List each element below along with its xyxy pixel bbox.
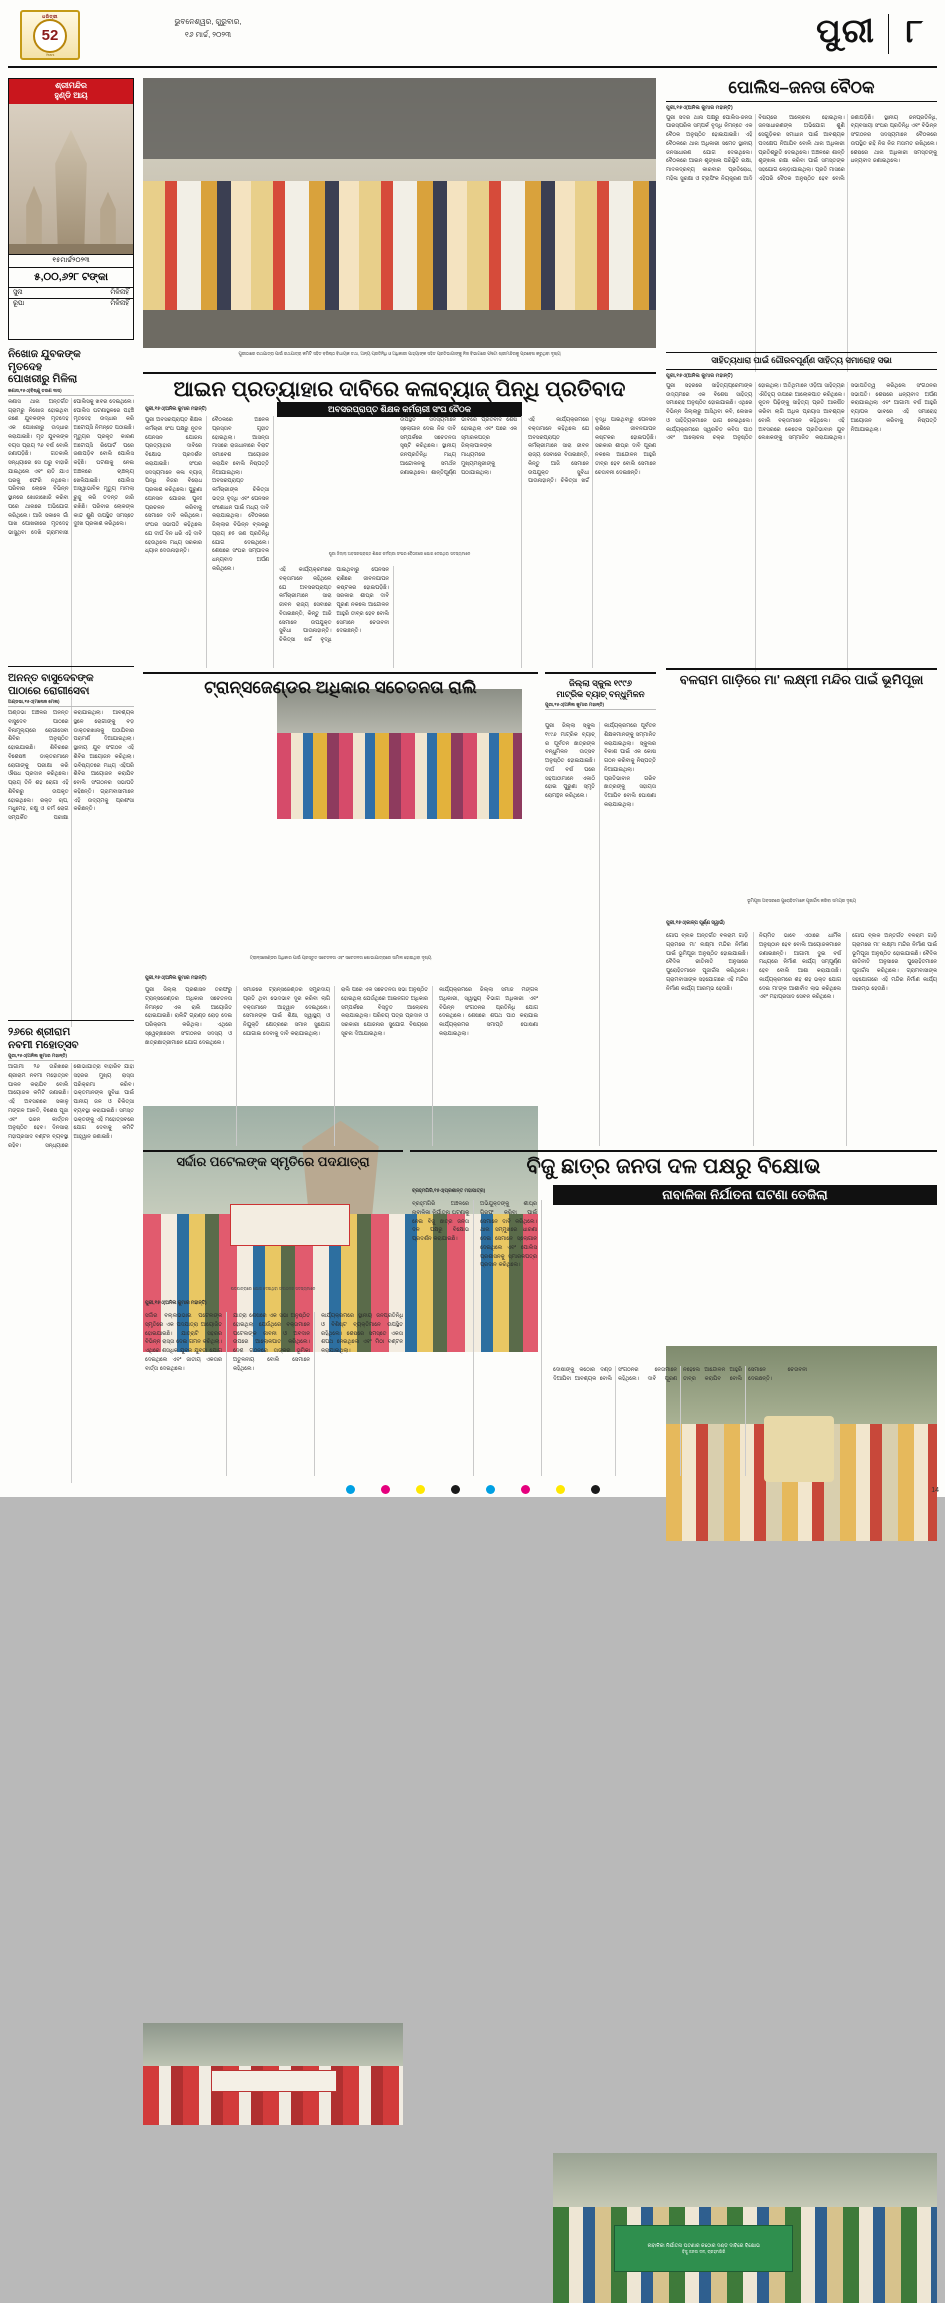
- place-line-2: ୧୬ ମାର୍ଚ୍ଚ, ୨୦୨୩: [184, 29, 232, 39]
- logo-anniversary-number: 52: [33, 19, 67, 53]
- publication-logo: [20, 10, 80, 60]
- rama-navami-story: [8, 1026, 134, 1483]
- rally-caption: ଟ୍ରାନ୍ସଜେଣ୍ଡର ଅଧିକାର ପାଇଁ ପ୍ରସ୍ତୁତ ସଚେତନତା ଏବଂ ସଚେତନତା ଶୋଭାଯାତ୍ରାରେ ସାମିଲ ହୋଇଥିବା ଦୃଶ୍ୟ: [249, 955, 432, 960]
- top-main-photo: [143, 78, 656, 348]
- hundi-silver-row: [9, 298, 133, 309]
- edition-name: ପୁରୀ: [816, 12, 875, 49]
- color-dot-magenta-2: [521, 1485, 530, 1494]
- balaram-headline: ବଳରାମ ଗାଡ଼ିରେ ମା' ଲକ୍ଷ୍ମୀ ମନ୍ଦିର ପାଇଁ ଭୂମିପୂଜା: [679, 672, 924, 687]
- police-meet-body: ପୁରୀ ସଦର ଥାନା ପକ୍ଷରୁ ପୋଲିସ-ଜନତା ପାରସ୍ପରିକ ସମ୍ପର୍କ ବୃଦ୍ଧି ନିମନ୍ତେ ଏକ ବୈଠକ ଅନୁଷ୍ଠିତ ହୋଇଯାଇଛି। ଏହି ବୈଠକରେ ଥାନା ଅଧିକାରୀ ସମେତ ସ୍ଥାନୀୟ ଜନସାଧାରଣ ଯୋଗ ଦେଇଥିଲେ। ବୈଠକରେ ଆଇନ ଶୃଙ୍ଖଳା ପରିସ୍ଥିତି ରକ୍ଷା, ମାଦକଦ୍ରବ୍ୟ କାରବାର ପ୍ରତିରୋଧ, ମହିଳା ସୁରକ୍ଷା ଓ ଟ୍ରାଫିକ ନିୟନ୍ତ୍ରଣ ଆଦି ବିଷୟରେ ଆଲୋଚନା ହୋଇଥିଲା। ଜନସାଧାରଣଙ୍କ ଅଭିଯୋଗ ଶୁଣି ସେଗୁଡ଼ିକର ସମାଧାନ ପାଇଁ ଆବଶ୍ୟକ ପଦକ୍ଷେପ ନିଆଯିବ ବୋଲି ଥାନା ଅଧିକାରୀ ପ୍ରତିଶ୍ରୁତି ଦେଇଥିଲେ। ଅଞ୍ଚଳରେ ଶାନ୍ତି ଶୃଙ୍ଖଳା ରକ୍ଷା କରିବା ପାଇଁ ସମସ୍ତଙ୍କ ସହଯୋଗ ଲୋଡ଼ାଯାଇଥିଲା। ପ୍ରତି ମାସରେ ଏହିପରି ବୈଠକ ଅନୁଷ୍ଠିତ ହେବ ବୋଲି ଜଣାପଡ଼ିଛି। ସ୍ଥାନୀୟ ଜନପ୍ରତିନିଧି, ବ୍ୟବସାୟୀ ସଂଘର ପ୍ରତିନିଧି ଏବଂ ବିଭିନ୍ନ ସଂଗଠନର ସଦସ୍ୟମାନେ ବୈଠକରେ ଉପସ୍ଥିତ ରହି ନିଜ ନିଜ ମତାମତ ରଖିଥିଲେ। ଶେଷରେ ଥାନା ଅଧିକାରୀ ସମସ୍ତଙ୍କୁ ଧନ୍ୟବାଦ ଜଣାଇଥିଲେ।: [666, 114, 937, 182]
- sardar-col2: ଯାତ୍ରା ଶେଷରେ ଏକ ସଭା ଅନୁଷ୍ଠିତ ହୋଇଥିଲା ଯେଉଁଥିରେ ବକ୍ତାମାନେ ପଟେଲଙ୍କ ଜୀବନୀ ଓ ଅବଦାନ ଉପରେ ଆଲୋକପାତ କରିଥିଲେ। ଦେଶ ଗଠନରେ ତାଙ୍କର ଭୂମିକା ଅତୁଳନୀୟ ବୋଲି ସେମାନେ କହିଥିଲେ।: [233, 1312, 315, 1476]
- school-reunion-byline: ପୁରୀ,୧୫ଏ(ଅନିଲ କୁମାର ମହାନ୍ତି): [545, 702, 656, 710]
- balaram-caption: ଭୂମିପୂଜା ଅବସରରେ ପୁରୋହିତମାନେ ପୂଜାର୍ଚ୍ଚନା କରିବା ସମୟର ଦୃଶ୍ୟ: [747, 898, 856, 903]
- masthead-divider: [888, 14, 889, 54]
- sardar-headline: ସର୍ଦ୍ଦାର ପଟେଲଙ୍କ ସ୍ମୃତିରେ ପଦଯାତ୍ରା: [176, 1154, 370, 1169]
- bastu-body: ଅଣ୍ଡଭା ଅଞ୍ଚଳର ଅନନ୍ତ ବାସୁଦେବ ପାଠରେ ବିନାମୂଲ୍ୟରେ ରୋଗୀସେବା ଶିବିର ଅନୁଷ୍ଠିତ ହୋଇଯାଇଛି। ଶିବିରରେ ବିଶେଷଜ୍ଞ ଡାକ୍ତରମାନେ ରୋଗୀଙ୍କୁ ପରୀକ୍ଷା କରି ଔଷଧ ପ୍ରଦାନ କରିଥିଲେ। ପ୍ରାୟ ତିନି ଶହ ରୋଗୀ ଏହି ଶିବିରରୁ ଉପକୃତ ହୋଇଥିଲେ। ରକ୍ତ ଚାପ, ମଧୁମେହ, ଚକ୍ଷୁ ଓ ଚର୍ମ ରୋଗ ସମ୍ପର୍କିତ ପରୀକ୍ଷା କରାଯାଇଥିଲା। ଆବଶ୍ୟକ ସ୍ଥଳେ ରୋଗୀଙ୍କୁ ବଡ଼ ଡାକ୍ତରଖାନାକୁ ପଠାଯିବାର ପରାମର୍ଶ ଦିଆଯାଇଥିଲା। ସ୍ଥାନୀୟ ଯୁବ ସଂଗଠନ ଏହି ଶିବିର ଆୟୋଜନ କରିଥିଲା। ଭବିଷ୍ୟତରେ ମଧ୍ୟ ଏହିପରି ଶିବିର ଆୟୋଜନ କରାଯିବ ବୋଲି ସଂଗଠନର ସଭାପତି କହିଛନ୍ତି। ଗ୍ରାମବାସୀମାନେ ଏହି ଉଦ୍ୟମକୁ ପ୍ରଶଂସା କରିଛନ୍ତି।: [8, 710, 134, 822]
- balaram-col3: ଗୋପ ବ୍ଲକ ଅନ୍ତର୍ଗତ ବଳରାମ ଗାଡ଼ି ଗ୍ରାମରେ ମା' ଲକ୍ଷ୍ମୀ ମନ୍ଦିର ନିର୍ମାଣ ପାଇଁ ଭୂମିପୂଜା ଅନୁଷ୍ଠିତ ହୋଇଯାଇଛି। ବୈଦିକ ରୀତିନୀତି ଅନୁସାରେ ପୁରୋହିତମାନେ ପୂଜାର୍ଚ୍ଚନା କରିଥିଲେ। ଗ୍ରାମବାସୀଙ୍କ ସହଯୋଗରେ ଏହି ମନ୍ଦିର ନିର୍ମାଣ କାର୍ଯ୍ୟ ଆରମ୍ଭ ହେଉଛି।: [852, 933, 937, 992]
- school-col2: କାର୍ଯ୍ୟକ୍ରମରେ ପୂର୍ବତନ ଶିକ୍ଷକମାନଙ୍କୁ ସମ୍ମାନିତ କରାଯାଇଥିଲା। ସ୍କୁଲର ବିକାଶ ପାଇଁ ଏକ କୋଷ ଗଠନ କରିବାକୁ ନିଷ୍ପତ୍ତି ନିଆଯାଇଥିଲା। ପ୍ରତିଭାବାନ ଗରିବ ଛାତ୍ରଙ୍କୁ ସହାୟତା ଦିଆଯିବ ବୋଲି ଘୋଷଣା କରାଯାଇଥିଲା।: [604, 723, 656, 808]
- main-protest-col3: ଏହି କାର୍ଯ୍ୟକ୍ରମରେ ବକ୍ତାମାନେ କହିଥିଲେ ଯେ ଅବସରପ୍ରାପ୍ତ କର୍ମଚାରୀମାନେ ସାରା ଜୀବନ ରାଜ୍ୟ ସେବାରେ ବିତାଇଛନ୍ତି, କିନ୍ତୁ ଆଜି ସେମାନେ ଉପଯୁକ୍ତ ସୁବିଧା ପାଉନାହାନ୍ତି। ଚିକିତ୍ସା ଖର୍ଚ୍ଚ ବୃଦ୍ଧି ପାଇଥିବାରୁ ପେନସନ ରାଶିରେ ଜୀବନଯାପନ କଷ୍ଟକର ହୋଇପଡ଼ିଛି। ସରକାର ଶୀଘ୍ର ଦାବି ପୂରଣ ନକଲେ ଆନ୍ଦୋଳନ ଆହୁରି ତୀବ୍ର ହେବ ବୋଲି ସେମାନେ ଚେତାବନୀ ଦେଇଛନ୍ତି।: [279, 566, 394, 668]
- bjd-col1: ବ୍ରହ୍ମଗିରି ଅଞ୍ଚଳରେ ନାବାଳିକା ନିର୍ଯାତନା ଘଟଣାକୁ ନେଇ ବିଜୁ ଛାତ୍ର ଜନତା ଦଳ ପକ୍ଷରୁ ବିକ୍ଷୋଭ ପ୍ରଦର୍ଶନ କରାଯାଇଛି।: [412, 1200, 474, 1476]
- police-meet-story: [666, 78, 937, 372]
- bastu-headline: ଅନନ୍ତ ବାସୁଦେବଙ୍କ ପାଠାରେ ରୋଗୀସେବା: [8, 672, 94, 697]
- rule-left-1: [8, 666, 134, 667]
- main-protest-col5: ଏହି କାର୍ଯ୍ୟକ୍ରମରେ ବକ୍ତାମାନେ କହିଥିଲେ ଯେ ଅବସରପ୍ରାପ୍ତ କର୍ମଚାରୀମାନେ ସାରା ଜୀବନ ରାଜ୍ୟ ସେବାରେ ବିତାଇଛନ୍ତି, କିନ୍ତୁ ଆଜି ସେମାନେ ଉପଯୁକ୍ତ ସୁବିଧା ପାଉନାହାନ୍ତି। ଚିକିତ୍ସା ଖର୍ଚ୍ଚ ବୃଦ୍ଧି ପାଇଥିବାରୁ ପେନସନ ରାଶିରେ ଜୀବନଯାପନ କଷ୍ଟକର ହୋଇପଡ଼ିଛି। ସରକାର ଶୀଘ୍ର ଦାବି ପୂରଣ ନକଲେ ଆନ୍ଦୋଳନ ଆହୁରି ତୀବ୍ର ହେବ ବୋଲି ସେମାନେ ଚେତାବନୀ ଦେଇଛନ୍ତି।: [528, 417, 656, 485]
- color-dot-black: [451, 1485, 460, 1494]
- sahitya-byline: ପୁରୀ,୧୫ଏ(ଅନିଲ କୁମାର ମହାନ୍ତି): [666, 372, 733, 379]
- color-dot-yellow-2: [556, 1485, 565, 1494]
- masthead: [8, 6, 937, 68]
- bjd-col3: ଦୋଷୀଙ୍କୁ କଠୋର ଦଣ୍ଡ ଦିଆଯିବା ଆବଶ୍ୟକ ବୋଲି ସଂଗଠନର ନେତାମାନେ କହିଥିଲେ। ଦାବି ପୂରଣ ନହେଲେ ଆନ୍ଦୋଳନ ଆହୁରି ତୀବ୍ର କରାଯିବ ବୋଲି ସେମାନେ ଚେତାବନୀ ଦେଇଛନ୍ତି।: [553, 1367, 807, 1382]
- bastu-story: [8, 672, 134, 1027]
- sardar-photo: [143, 2023, 403, 2125]
- police-meet-byline: ପୁରୀ,୧୫ଏ(ଅନିଲ କୁମାର ମହାନ୍ତି): [666, 104, 733, 111]
- bjd-banner-text: ନାବାଳିକା ନିର୍ଯାତନା ଘଟଣାର କଠୋର ଦଣ୍ଡ ଦାବିରେ ବିକ୍ଷୋଭ: [647, 2242, 760, 2249]
- rule-center-2: [545, 672, 656, 674]
- rule-center-1: [143, 672, 538, 674]
- main-protest-headline: ଆଇନ ପ୍ରତ୍ୟାହାର ଦାବିରେ କଳାବ୍ୟାଜ୍ ପିନ୍ଧି ପ୍ରତିବାଦ: [173, 378, 626, 401]
- missing-youth-body: କଣାସ ଥାନା ଅନ୍ତର୍ଗତ ଗ୍ରାମରୁ ନିଖୋଜ ହୋଇଥିବା ଜଣେ ଯୁବକଙ୍କ ମୃତଦେହ ଏକ ପୋଖରୀରୁ ଉଦ୍ଧାର କରାଯାଇଛି। ମୃତ ଯୁବକଙ୍କ ବୟସ ପ୍ରାୟ ୨୬ ବର୍ଷ ବୋଲି ଜଣାପଡ଼ିଛି। ଗତକାଲି ସନ୍ଧ୍ୟାରେ ସେ ଘରୁ ବାହାରି ଯାଇଥିଲେ ଏବଂ ରାତି ଯାଏ ଘରକୁ ଫେରି ନଥିଲେ। ପରିବାର ଲୋକେ ବିଭିନ୍ନ ସ୍ଥାନରେ ଖୋଜାଖୋଜି କରିବା ପରେ ଥାନାରେ ଅଭିଯୋଗ କରିଥିଲେ। ଆଜି ସକାଳେ ଗାଁ ପାଖ ପୋଖରୀରେ ମୃତଦେହ ଭାସୁଥିବା ଦେଖି ଗ୍ରାମବାସୀ ପୋଲିସକୁ ଖବର ଦେଇଥିଲେ। ପୋଲିସ ଘଟଣାସ୍ଥଳରେ ପହଞ୍ଚି ମୃତଦେହ ଉଦ୍ଧାର କରି ଅଟୋପ୍ସି ନିମନ୍ତେ ପଠାଇଛି। ମୃତ୍ୟୁର ପ୍ରକୃତ କାରଣ ଅଟୋପ୍ସି ରିପୋର୍ଟ ପରେ ଜଣାପଡ଼ିବ ବୋଲି ପୋଲିସ କହିଛି। ଘଟଣାକୁ ନେଇ ଅଞ୍ଚଳରେ ଚାଞ୍ଚଲ୍ୟ ଖେଳିଯାଇଛି। ପୋଲିସ ଅସ୍ୱାଭାବିକ ମୃତ୍ୟୁ ମାମଲା ରୁଜୁ କରି ତଦନ୍ତ ଜାରି ରଖିଛି। ପରିବାର ଲୋକଙ୍କ କାନ୍ଦ ଶୁଣି ଉପସ୍ଥିତ ସମସ୍ତେ ଦୁଃଖ ପ୍ରକାଶ କରିଥିଲେ।: [8, 398, 134, 537]
- rally-col4: କାର୍ଯ୍ୟକ୍ରମରେ ଜିଲ୍ଲା ସମାଜ ମଙ୍ଗଳ ଅଧିକାରୀ, ସ୍ୱାସ୍ଥ୍ୟ ବିଭାଗ ଅଧିକାରୀ ଏବଂ ବିଭିନ୍ନ ସଂଗଠନର ପ୍ରତିନିଧି ଯୋଗ ଦେଇଥିଲେ। ଶେଷରେ ଶପଥ ପାଠ କରାଯାଇ କାର୍ଯ୍ୟକ୍ରମର ସମାପ୍ତି ଘୋଷଣା କରାଯାଇଥିଲା।: [439, 987, 538, 1037]
- rule-right-1: [666, 352, 937, 353]
- hundi-box-title: ଶ୍ରୀମନ୍ଦିର ହୁଣ୍ଡି ଆୟ: [9, 79, 133, 104]
- missing-youth-headline: ନିଖୋଜ ଯୁବକଙ୍କ ମୃତଦେହ ପୋଖରୀରୁ ମିଳିଲା: [8, 348, 81, 386]
- rama-navami-headline: ୨୬ରେ ଶ୍ରୀରାମ ନବମୀ ମହୋତ୍ସବ: [8, 1026, 79, 1051]
- edition-place-date: [118, 16, 298, 42]
- main-protest-byline: ପୁରୀ,୧୫ଏ(ଅନିଲ କୁମାର ମହାନ୍ତି): [145, 407, 207, 412]
- rally-col2: ସମାଜରେ ଟ୍ରାନ୍ସଜେଣ୍ଡର ସମ୍ପ୍ରଦାୟ ପ୍ରତି ଥିବା ଭେଦଭାବ ଦୂର କରିବା ଲାଗି ବକ୍ତାମାନେ ଆହ୍ୱାନ ଦେଇଥିଲେ। ସେମାନଙ୍କ ପାଇଁ ଶିକ୍ଷା, ସ୍ୱାସ୍ଥ୍ୟ ଓ ନିଯୁକ୍ତି କ୍ଷେତ୍ରରେ ସମାନ ସୁଯୋଗ ଯୋଗାଇ ଦେବାକୁ ଦାବି କରାଯାଇଥିଲା।: [243, 986, 335, 1146]
- rally-col3: ରାଲି ପରେ ଏକ ସଚେତନତା ସଭା ଅନୁଷ୍ଠିତ ହୋଇଥିଲା ଯେଉଁଥିରେ ଆଇନଗତ ଅଧିକାର ସମ୍ପର୍କରେ ବିସ୍ତୃତ ଆଲୋଚନା କରାଯାଇଥିଲା। ପରିଚୟ ପତ୍ର ପ୍ରଦାନ ଓ ସରକାରୀ ଯୋଜନାର ସୁଯୋଗ ବିଷୟରେ ସୂଚନା ଦିଆଯାଇଥିଲା।: [341, 986, 433, 1146]
- page-number: ୮: [905, 12, 923, 49]
- color-dot-cyan: [346, 1485, 355, 1494]
- color-dot-cyan-2: [486, 1485, 495, 1494]
- missing-youth-story: [8, 348, 134, 710]
- main-protest-col2: ବୈଠକରେ ଅନେକ ପ୍ରସ୍ତାବ ଗୃହୀତ ହୋଇଥିଲା। ଆସନ୍ତା ମାସରେ ରାଜଧାନୀରେ ବିରାଟ ସମାବେଶ ଆୟୋଜନ କରାଯିବ ବୋଲି ନିଷ୍ପତ୍ତି ନିଆଯାଇଥିଲା। ଅବସରପ୍ରାପ୍ତ କର୍ମଚାରୀଙ୍କ ଚିକିତ୍ସା ଭତ୍ତା ବୃଦ୍ଧି ଏବଂ ପେନସନ ସଂଶୋଧନ ପାଇଁ ମଧ୍ୟ ଦାବି କରାଯାଇଥିଲା। ବୈଠକରେ ଜିଲ୍ଲାର ବିଭିନ୍ନ ବ୍ଲକରୁ ପ୍ରାୟ ୭୫ ଜଣ ପ୍ରତିନିଧି ଯୋଗ ଦେଇଥିଲେ। ଶେଷରେ ସଂଘର ସମ୍ପାଦକ ଧନ୍ୟବାଦ ଅର୍ପଣ କରିଥିଲେ।: [212, 416, 274, 668]
- color-dot-yellow: [416, 1485, 425, 1494]
- rama-navami-body: ଆଗାମୀ ୨୬ ତାରିଖରେ ଶ୍ରୀରାମ ନବମୀ ମହୋତ୍ସବ ପାଳନ କରାଯିବ ବୋଲି ଆୟୋଜକ କମିଟି ଜଣାଇଛି। ଏହି ଅବସରରେ ସକାଳୁ ମଙ୍ଗଳ ଆଳତି, ବିଶେଷ ପୂଜା ଏବଂ ଭଜନ କୀର୍ତ୍ତନ ଅନୁଷ୍ଠିତ ହେବ। ଦିନସାରା ମହାପ୍ରସାଦ ବଣ୍ଟନ ବ୍ୟବସ୍ଥା ରହିବ। ସନ୍ଧ୍ୟାରେ ଶୋଭାଯାତ୍ରା ବାହାରିବ ଯାହା ସହରର ମୁଖ୍ୟ ରାସ୍ତା ପରିକ୍ରମା କରିବ। ଭକ୍ତମାନଙ୍କ ସୁବିଧା ପାଇଁ ପାନୀୟ ଜଳ ଓ ଚିକିତ୍ସା ବ୍ୟବସ୍ଥା କରାଯାଇଛି। ସମସ୍ତ ଭକ୍ତଙ୍କୁ ଏହି ମହୋତ୍ସବରେ ଯୋଗ ଦେବାକୁ କମିଟି ଆହ୍ୱାନ ଜଣାଇଛି।: [8, 1064, 134, 1149]
- color-dot-black-2: [591, 1485, 600, 1494]
- sahitya-headline: ସାହିତ୍ୟଧାରା ପାଇଁ ଗୌରବପୂର୍ଣ୍ଣ ସାହିତ୍ୟ ସମାରୋହ ସଭା: [666, 356, 937, 370]
- bastu-byline: ଅଣ୍ଡଭା,୧୫ଏ(ମନୋଜ ମେଳା): [8, 699, 134, 707]
- bjd-headline: ବିଜୁ ଛାତ୍ର ଜନତା ଦଳ ପକ୍ଷରୁ ବିକ୍ଷୋଭ: [526, 1155, 821, 1178]
- bjd-photo: [553, 2153, 937, 2303]
- sardar-col1: ସର୍ଦ୍ଦାର ବଲ୍ଲଭଭାଇ ପଟେଲଙ୍କ ସ୍ମୃତିରେ ଏକ ପଦଯାତ୍ରା ଆୟୋଜିତ ହୋଇଯାଇଛି। ଯାତ୍ରାଟି ସହରର ବିଭିନ୍ନ ରାସ୍ତା ଦେଇ ଗମନ କରିଥିଲା। ଏଥିରେ ଶତାଧିକ ଯୁବକ ଯୁବତୀ ଯୋଗ ଦେଇଥିଲେ ଏବଂ ଜାତୀୟ ଏକତାର ବାର୍ତ୍ତା ଦେଇଥିଲେ।: [145, 1312, 227, 1476]
- retired-teachers-caption: ପୁରୀ ଜିଲ୍ଲା ଅବସରପ୍ରାପ୍ତ ଶିକ୍ଷକ କର୍ମଚାରୀ ସଂଘର ବୈଠକରେ ଯୋଗ ଦେଇଥିବା ସଦସ୍ୟମାନେ: [328, 551, 471, 556]
- logo-title: ଧରିତ୍ରୀ: [42, 13, 58, 19]
- temple-hundi-box: [8, 78, 134, 340]
- sardar-col3: କାର୍ଯ୍ୟକ୍ରମରେ ସ୍ଥାନୀୟ ଜନପ୍ରତିନିଧି ଓ ବିଶିଷ୍ଟ ବ୍ୟକ୍ତିମାନେ ଉପସ୍ଥିତ ରହିଥିଲେ। ଶେଷରେ ସମସ୍ତେ ଏକତା ଶପଥ ନେଇଥିଲେ ଏବଂ ମିଠା ବଣ୍ଟନ କରାଯାଇଥିଲା।: [321, 1313, 403, 1354]
- gold-label: ସୁନା: [13, 288, 23, 296]
- sardar-caption: ପଦଯାତ୍ରାରେ ଯୋଗ ଦେଇଥିବା ସଂଗଠନର ସଦସ୍ୟମାନେ: [230, 1286, 316, 1291]
- school-reunion-story: [545, 678, 656, 713]
- missing-youth-byline: କଣାସ,୧୫ଏ(ବିଷ୍ଣୁ ଚରଣ ଦାସ): [8, 388, 134, 396]
- main-protest-col1: ପୁରୀ ଅବସରପ୍ରାପ୍ତ ଶିକ୍ଷକ କର୍ମଚାରୀ ସଂଘ ପକ୍ଷରୁ ନୂତନ ପେନସନ ଯୋଜନା ପ୍ରତ୍ୟାହାର ଦାବିରେ ବିକ୍ଷୋଭ ପ୍ରଦର୍ଶନ କରାଯାଇଛି। ସଂଘର ସଦସ୍ୟମାନେ କଳା ବ୍ୟାଜ୍ ପିନ୍ଧି ନିଜର ବିରୋଧ ପ୍ରକାଶ କରିଥିଲେ। ପୁରୁଣା ପେନସନ ଯୋଜନା ପୁନଃ ପ୍ରଚଳନ କରିବାକୁ ସେମାନେ ଦାବି କରିଥିଲେ। ସଂଘର ସଭାପତି କହିଥିଲେ ଯେ ଦୀର୍ଘ ଦିନ ଧରି ଏହି ଦାବି ହେଉଥିଲେ ମଧ୍ୟ ସରକାର ଧ୍ୟାନ ଦେଉନାହାନ୍ତି।: [145, 416, 207, 668]
- folio-number: 14: [931, 1487, 939, 1494]
- sahitya-body: ପୁରୀ ସହରରେ ସାହିତ୍ୟପ୍ରେମୀଙ୍କ ଉଦ୍ୟମରେ ଏକ ବିଶେଷ ସାହିତ୍ୟ ସମାରୋହ ଅନୁଷ୍ଠିତ ହୋଇଯାଇଛି। ଏଥିରେ ବିଭିନ୍ନ ଜିଲ୍ଲାରୁ ଆସିଥିବା କବି, ଲେଖକ ଓ ସାହିତ୍ୟିକମାନେ ଭାଗ ନେଇଥିଲେ। କାର୍ଯ୍ୟକ୍ରମରେ ସ୍ୱରଚିତ କବିତା ପାଠ ଏବଂ ଆଲୋଚନା ଚକ୍ର ଅନୁଷ୍ଠିତ ହୋଇଥିଲା। ଅତିଥିମାନେ ଓଡ଼ିଆ ସାହିତ୍ୟର ଐତିହ୍ୟ ଉପରେ ଆଲୋକପାତ କରିଥିଲେ। ନୂତନ ପିଢ଼ିଙ୍କୁ ସାହିତ୍ୟ ପ୍ରତି ଆକର୍ଷିତ କରିବା ଲାଗି ଅଧିକ ପ୍ରୟାସ ଆବଶ୍ୟକ ବୋଲି ବକ୍ତାମାନେ କହିଥିଲେ। ଏହି ଅବସରରେ କେତେକ ପ୍ରତିଭାବାନ ଯୁବ ଲେଖକଙ୍କୁ ସମ୍ମାନିତ କରାଯାଇଥିଲା। ସଭାପତିତ୍ୱ କରିଥିଲେ ସଂଗଠନର ସଭାପତି। ଶେଷରେ ଧନ୍ୟବାଦ ଅର୍ପଣ କରାଯାଇଥିଲା ଏବଂ ଆଗାମୀ ବର୍ଷ ଆହୁରି ବ୍ୟାପକ ଭାବରେ ଏହି ସମାରୋହ ଆୟୋଜନ କରିବାକୁ ନିଷ୍ପତ୍ତି ନିଆଯାଇଥିଲା।: [666, 382, 937, 442]
- police-meet-headline: ପୋଲିସ–ଜନତା ବୈଠକ: [666, 78, 937, 102]
- bjd-byline: ବ୍ରହ୍ମଗିରି,୧୫ଏ(ପ୍ରଶାନ୍ତ ମହାପାତ୍ର): [412, 1189, 486, 1194]
- rule-left-2: [8, 1020, 134, 1021]
- rally-byline: ପୁରୀ,୧୫ଏ(ଅନିଲ କୁମାର ମହାନ୍ତି): [145, 976, 207, 981]
- balaram-col2: ନିୟମିତ ଭାବେ ଏଠାରେ ଧାର୍ମିକ ଅନୁଷ୍ଠାନ ହେବ ବୋଲି ଆୟୋଜକମାନେ ଜଣାଇଛନ୍ତି। ଆଗାମୀ ଦୁଇ ବର୍ଷ ମଧ୍ୟରେ ନିର୍ମାଣ କାର୍ଯ୍ୟ ସମ୍ପୂର୍ଣ୍ଣ ହେବ ବୋଲି ଆଶା କରାଯାଉଛି। କାର୍ଯ୍ୟକ୍ରମରେ ଶହ ଶହ ଭକ୍ତ ଯୋଗ ଦେଇ ମା'ଙ୍କ ଆଶୀର୍ବାଦ ଲାଭ କରିଥିଲେ ଏବଂ ମହାପ୍ରସାଦ ସେବନ କରିଥିଲେ।: [759, 932, 847, 1146]
- hundi-amount: ୫,୦୦,୬୨୮ ଟଙ୍କା: [9, 267, 133, 287]
- retired-teachers-photo: [277, 689, 522, 819]
- sardar-byline: ପୁରୀ,୧୫ଏ(ଅନିଲ କୁମାର ମହାନ୍ତି): [145, 1301, 207, 1306]
- registration-color-bar: [0, 1481, 945, 1497]
- main-protest-col4: ଉପସ୍ଥିତ ସଦସ୍ୟମାନେ ସ୍ଲୋଗାନ ଦେଇ ନିଜ ଦାବି ସମ୍ପର୍କରେ ସଚେତନତା ସୃଷ୍ଟି କରିଥିଲେ। ସ୍ଥାନୀୟ ଜନପ୍ରତିନିଧି ମଧ୍ୟ ଆନ୍ଦୋଳନକୁ ସମର୍ଥନ ଜଣାଇଥିଲେ। ଶାନ୍ତିପୂର୍ଣ୍ଣ ଭାବରେ ପ୍ରତିବାଦ ଶେଷ ହୋଇଥିଲା ଏବଂ ପରେ ଏକ ସ୍ମାରକପତ୍ର ଜିଲ୍ଲାପାଳଙ୍କ ମାଧ୍ୟମରେ ମୁଖ୍ୟମନ୍ତ୍ରୀଙ୍କୁ ପଠାଯାଇଥିଲା।: [400, 416, 522, 668]
- bjd-banner-sub: ବିଜୁ ଜନତା ଦଳ, ବ୍ରହ୍ମଗିରି: [682, 2249, 726, 2255]
- retired-teachers-subhead: ଅବସରପ୍ରାପ୍ତ ଶିକ୍ଷକ କର୍ମଚାରୀ ସଂଘ ବୈଠକ: [277, 402, 522, 417]
- sahitya-story: [666, 356, 937, 672]
- silver-label: ରୂପା: [13, 299, 25, 307]
- silver-value: ମିଳିନାହିଁ: [110, 299, 129, 307]
- top-photo-caption: ପୁରୀଠାରେ ରଥଯାତ୍ରା ପାଇଁ ରଥଯାତ୍ରା କମିଟି ସହିତ ବରିଷ୍ଠ ବିଧାୟକ ତଥା, ଅନ୍ୟ ପ୍ରତିନିଧି ଓ ଅଧିକାରୀ ପାହ୍ୟାଙ୍କ ସହିତ ପ୍ରତିଭାଗୀଙ୍କୁ ନିଜ ବିଭାଗରେ ଫଟୋ ଶ୍ରୀମନ୍ଦିରକୁ ପ୍ରବେଶ କରୁଥିବା ଦୃଶ୍ୟ: [238, 351, 561, 356]
- balaram-byline: ପୁରୀ,୧୫ଏ(କାଳ୍ପ ପୂର୍ଣ୍ଣ ସ୍ୱାଇଁ): [666, 921, 725, 926]
- hundi-date: ୧୫ମାର୍ଚ୍ଚ୨୦୨୩: [9, 254, 133, 267]
- color-dot-magenta: [381, 1485, 390, 1494]
- rama-navami-byline: ପୁରୀ,୧୫ଏ(ଅନିଲ କୁମାର ମହାନ୍ତି): [8, 1053, 134, 1061]
- balaram-col1: ଗୋପ ବ୍ଲକ ଅନ୍ତର୍ଗତ ବଳରାମ ଗାଡ଼ି ଗ୍ରାମରେ ମା' ଲକ୍ଷ୍ମୀ ମନ୍ଦିର ନିର୍ମାଣ ପାଇଁ ଭୂମିପୂଜା ଅନୁଷ୍ଠିତ ହୋଇଯାଇଛି। ବୈଦିକ ରୀତିନୀତି ଅନୁସାରେ ପୁରୋହିତମାନେ ପୂଜାର୍ଚ୍ଚନା କରିଥିଲେ। ଗ୍ରାମବାସୀଙ୍କ ସହଯୋଗରେ ଏହି ମନ୍ଦିର ନିର୍ମାଣ କାର୍ଯ୍ୟ ଆରମ୍ଭ ହେଉଛି।: [666, 932, 754, 1146]
- rally-col1: ପୁରୀ ଜିଲ୍ଲା ପ୍ରଶାସନ ତରଫରୁ ଟ୍ରାନ୍ସଜେଣ୍ଡର ଅଧିକାର ସଚେତନତା ନିମନ୍ତେ ଏକ ରାଲି ଆୟୋଜିତ ହୋଇଯାଇଛି। ରାଲିଟି ଗ୍ରାଣ୍ଡ ରୋଡ଼ ଦେଇ ପରିକ୍ରମା କରିଥିଲା। ଏଥିରେ ସ୍ୱେଚ୍ଛାସେବୀ ସଂଗଠନର ସଦସ୍ୟ ଓ ଛାତ୍ରଛାତ୍ରୀମାନେ ଯୋଗ ଦେଇଥିଲେ।: [145, 986, 237, 1146]
- temple-illustration: [9, 104, 133, 254]
- place-line-1: ଭୁବନେଶ୍ୱର, ଗୁରୁବାର,: [174, 17, 242, 26]
- bjd-subhead: ନାବାଳିକା ନିର୍ଯାତନା ଘଟଣା ତେଜିଲା: [553, 1185, 937, 1205]
- logo-years-label: Years: [45, 52, 55, 57]
- school-col1: ପୁରୀ ଜିଲ୍ଲା ସ୍କୁଲ ୧୯୯୬ ମାଟ୍ରିକ ବ୍ୟାଚ୍ ର ପୂର୍ବତନ ଛାତ୍ରଙ୍କ ବନ୍ଧୁମିଳନ ଉତ୍ସବ ଅନୁଷ୍ଠିତ ହୋଇଯାଇଛି। ଦୀର୍ଘ ବର୍ଷ ପରେ ସହପାଠୀମାନେ ଏକାଠି ହୋଇ ପୁରୁଣା ସ୍ମୃତି ରୋମନ୍ଥନ କରିଥିଲେ।: [545, 722, 600, 1146]
- rule-main-1: [143, 372, 656, 374]
- rule-right-2: [666, 668, 937, 670]
- rally-headline: ଟ୍ରାନ୍ସଜେଣ୍ଡର ଅଧିକାର ସଚେତନତା ରାଲି: [204, 678, 477, 697]
- rule-bottom-2: [410, 1150, 937, 1152]
- rule-bottom-1: [143, 1150, 403, 1152]
- hundi-gold-row: [9, 287, 133, 298]
- bjd-col2: ଅଭିଯୁକ୍ତଙ୍କୁ ଶୀଘ୍ର ଗିରଫ କରିବା ପାଇଁ ସେମାନେ ଦାବି କରିଥିଲେ। ଥାନା ସମ୍ମୁଖରେ ଧାରଣା ଦେଇ ସେମାନେ ସ୍ଲୋଗାନ ଦେଇଥିଲେ ଏବଂ ପୋଲିସ ପ୍ରଶାସନକୁ ସ୍ମାରକପତ୍ର ପ୍ରଦାନ କରିଥିଲେ।: [480, 1200, 542, 1476]
- gold-value: ମିଳିନାହିଁ: [110, 288, 129, 296]
- school-reunion-headline: ଜିଲ୍ଲା ସ୍କୁଲ ୧୯୯୬ ମାଟ୍ରିକ ବ୍ୟାଚ୍ ବନ୍ଧୁମିଳନ: [556, 678, 645, 699]
